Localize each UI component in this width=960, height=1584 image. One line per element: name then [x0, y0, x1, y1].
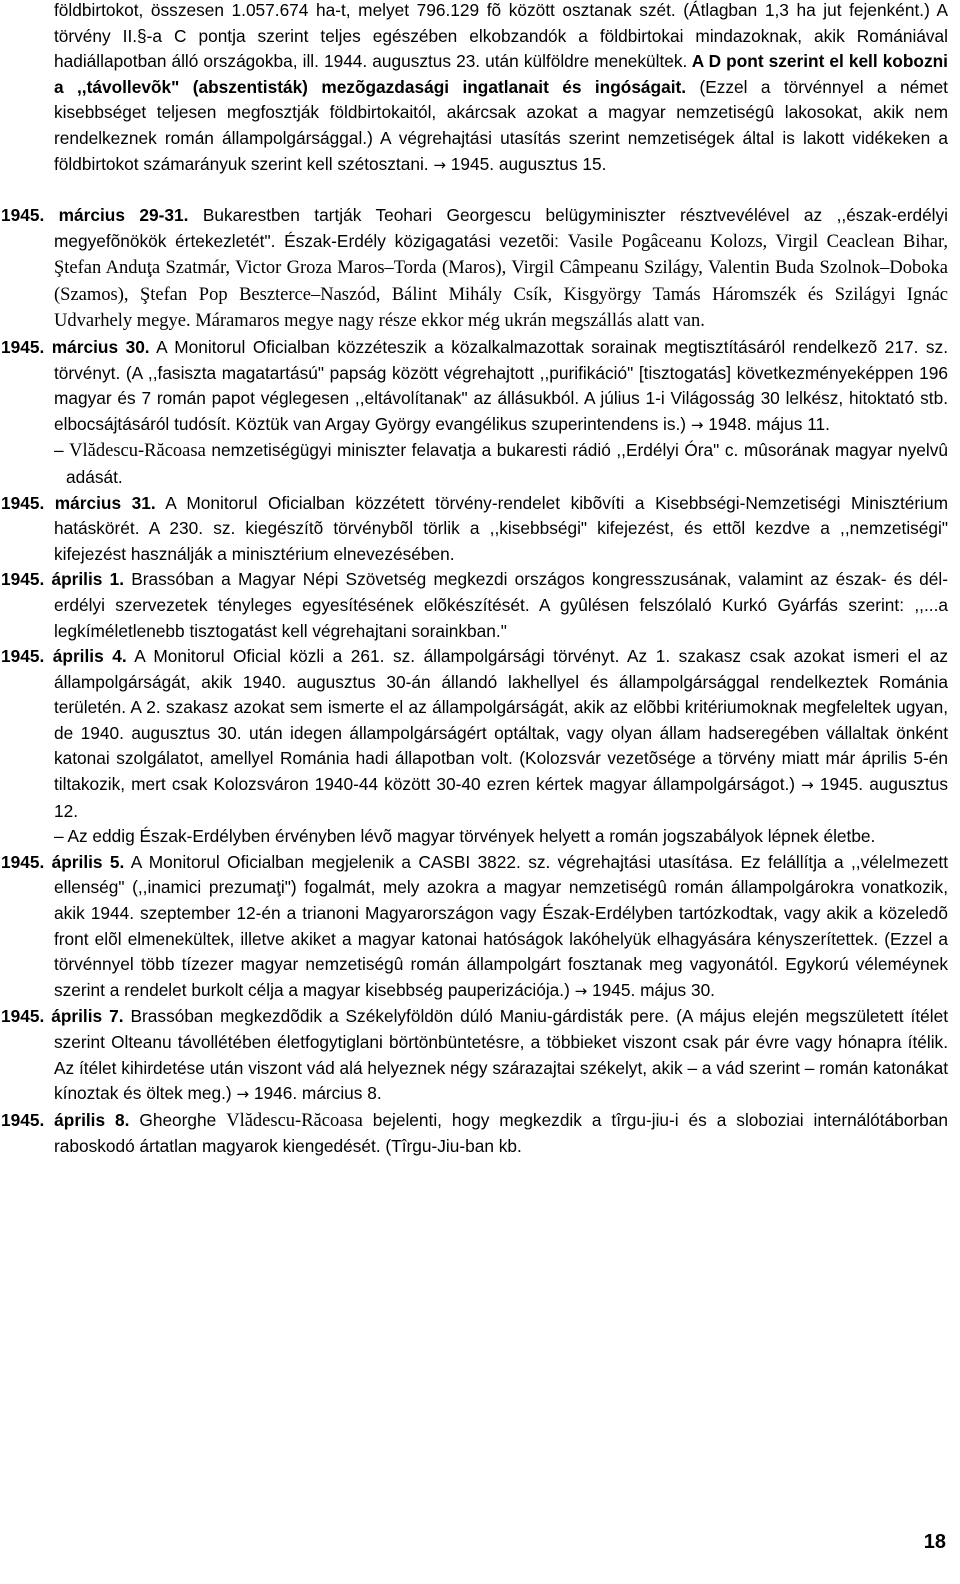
chronology-entry — [1, 644, 948, 824]
sub-entry — [54, 824, 948, 850]
entry-text: A Monitorul Oficialban közzétett törvény-rendelet kibõvíti a Kisebbségi-Nemzetiségi Minisztérium hatáskörét. A 230. sz. kiegészítõ törvénybõl törlik a ,,kisebbségi" kifejezést, és ettõl kezdve a ,,nemzetiségi" kifejezést használják a minisztérium elnevezésében. — [54, 492, 948, 564]
chronology-entry — [1, 491, 948, 568]
paragraph-bold-text: A D pont szerint el kell kobozni a ,,távollevõk" (abszentisták) mezõgazdasági ingatlanait és ingóságait. — [54, 51, 948, 97]
entry-text: Brassóban megkezdõdik a Székelyföldön dúló Maniu-gárdisták pere. (A május elején megszületett ítélet szerint Olteanu távollétében életfogytiglani börtönbüntetésre, a többieket viszont csak pár évre vagy hónapra ítélik. Az ítélet kihirdetése után viszont vád alá helyeznek négy szárazajtai székelyt, akik – a vád szerint – román katonákat kínoztak és öltek meg.) — [54, 1006, 948, 1104]
cross-reference: 1945. augusztus 15. — [445, 153, 607, 174]
entry-text: Vlădescu-Răcoasa — [69, 441, 206, 462]
entry-text: Az eddig Észak-Erdélyben érvényben lévõ magyar törvények helyett a román jogszabályok lépnek életbe. — [67, 826, 876, 847]
cross-reference: 1945. augusztus 12. — [54, 774, 948, 821]
entry-text: bejelenti, hogy megkezdik a tîrgu-jiu-i és a sloboziai internálótáborban raboskodó ártatlan magyarok kiengedését. (Tîrgu-Jiu-ban kb. — [54, 1109, 948, 1157]
sub-entry — [54, 438, 948, 490]
chronology-entry — [1, 567, 948, 644]
arrow-icon: → — [236, 1085, 250, 1104]
chronology-entry — [1, 1004, 948, 1107]
entry-date: 1945. április 7. — [1, 1006, 124, 1027]
entry-date: 1945. március 30. — [1, 336, 150, 357]
entry-text: Vlădescu-Răcoasa — [226, 1110, 363, 1131]
arrow-icon: → — [574, 981, 588, 1000]
continued-paragraph — [54, 0, 948, 178]
entry-date: 1945. április 5. — [1, 851, 125, 872]
entry-date: 1945. április 1. — [1, 569, 125, 590]
chronology-entry — [1, 203, 948, 335]
paragraph — [54, 0, 948, 178]
entry-text: A Monitorul Oficialban közzéteszik a közalkalmazottak sorainak megtisztításáról rendelkezõ 217. sz. törvényt. (A ,,fasiszta magatartású" papság között végrehajtott ,,purifikáció" [tisztogatás] következményeképpen 196 magyar és 7 román papot véglegesen ,,eltávolítanak" az állásukból. A július 1-i Világosság 30 lelkész, hitoktató stb. elbocsájtásáról tudósít. Köztük van Argay György evangélikus szuperintendens is.) — [54, 336, 948, 434]
paragraph-text: A végrehajtási utasítás szerint nemzetiségek által is lakott vidékeken a földbirtokot számarányuk szerint kell szétosztani. — [54, 127, 948, 174]
entry-text: nemzetiségügyi miniszter felavatja a bukaresti rádió ,,Erdélyi Óra" c. mûsorának magyar nyelvû adását. — [66, 440, 948, 487]
entry-date: 1945. március 31. — [1, 492, 156, 513]
entry-text: Vasile Pogâceanu Kolozs, Virgil Ceaclean Bihar, Ştefan Anduţa Szatmár, Victor Groza Maros–Torda (Maros), Virgil Câmpeanu Szilágy, Valentin Buda Szolnok–Doboka (Szamos), Ştefan Pop Beszterce–Naszód, Bálint Mihály Csík, Kisgyörgy Tamás Háromszék és Szilágyi Ignác Udvarhely megye. Máramaros megye nagy része ekkor még ukrán megszállás alatt van. — [54, 231, 948, 332]
entry-date: 1945. április 4. — [1, 646, 127, 667]
arrow-icon: → — [433, 155, 446, 174]
chronology-entry — [1, 335, 948, 438]
chronology-entries — [1, 203, 949, 1160]
arrow-icon: → — [801, 776, 814, 795]
entry-text: A Monitorul Oficial közli a 261. sz. állampolgársági törvényt. Az 1. szakasz csak azokat ismeri el az állampolgárságát, akik 1940. augusztus 30-án állandó lakhellyel és állampolgársággal rendelkeztek Románia területén. A 2. szakasz azokat sem ismerte el az állampolgárságát, akik az elõbbi kritériumoknak megfeleltek ugyan, de 1940. augusztus 30. után idegen állampolgárságért optáltak, vagy olyan állam hadseregében vállaltak önként katonai szolgálatot, amellyel Románia hadi állapotban volt. (Kolozsvár vezetõsége a törvény miatt már április 5-én tiltakozik, mert csak Kolozsváron 1940-44 között 30-40 ezren kértek magyar állampolgárságot.) — [54, 646, 948, 795]
entry-date: 1945. április 8. — [1, 1109, 130, 1130]
chronology-entry — [1, 1108, 948, 1160]
cross-reference: 1946. március 8. — [249, 1083, 382, 1104]
chronology-entry — [1, 850, 948, 1005]
entry-text: Gheorghe — [129, 1109, 227, 1130]
cross-reference: 1948. május 11. — [703, 413, 830, 434]
dash: – — [54, 440, 70, 461]
cross-reference: 1945. május 30. — [587, 979, 715, 1000]
arrow-icon: → — [690, 415, 704, 434]
dash: – — [54, 826, 68, 847]
entry-text: Bukarestben tartják Teohari Georgescu belügyminiszter résztvevélével az ,,észak-erdélyi megyefõnökök értekezletét". Észak-Erdély közigagatási vezetõi: — [54, 205, 948, 251]
entry-date: 1945. március 29-31. — [1, 205, 189, 225]
paragraph-text: (Ezzel a törvénnyel a német kisebbséget teljesen megfosztják földbirtokaitól, akárcsak azokat a magyar nemzetiségû lakosokat, akik nem rendelkeznek román állampolgársággal.) — [54, 76, 948, 148]
page-number: 18 — [923, 1531, 946, 1553]
entry-text: A Monitorul Oficialban megjelenik a CASBI 3822. sz. végrehajtási utasítása. Ez felállítja a ,,vélelmezett ellenség" (,,inamici prezumaţi") fogalmát, mely azokra a magyar nemzetiségû román állampolgárokra vonatkozik, akik 1944. szeptember 12-én a trianoni Magyarországon vagy Észak-Erdélyben tartózkodtak, vagy akik a közeledõ front elõl elmenekültek, illetve akiket a magyar katonai hatóságok lakóhelyük elhagyására kényszerítettek. (Ezzel a törvénnyel több tízezer magyar nemzetiségû román állampolgárt fosztanak meg vagyonától. Egykorú véleméynek szerint a rendelet burkolt célja a magyar kisebbség pauperizációja.) — [54, 851, 949, 1000]
entry-text: Brassóban a Magyar Népi Szövetség megkezdi országos kongresszusának, valamint az észak- és dél-erdélyi szervezetek tényleges egyesítésének elõkészítését. A gyûlésen felszólaló Kurkó Gyárfás szerint: ,,...a legkíméletlenebb tisztogatást kell végrehajtani sorainkban." — [54, 569, 948, 641]
paragraph-text: földbirtokot, összesen 1.057.674 ha-t, melyet 796.129 fõ között osztanak szét. (Átlagban 1,3 ha jut fejenként.) A törvény II.§-a C pontja szerint teljes egészében elkobzandók a földbirtokai mindazoknak, akik Romániával hadiállapotban álló országokba, ill. 1944. augusztus 23. után külföldre menekültek. — [54, 0, 948, 72]
